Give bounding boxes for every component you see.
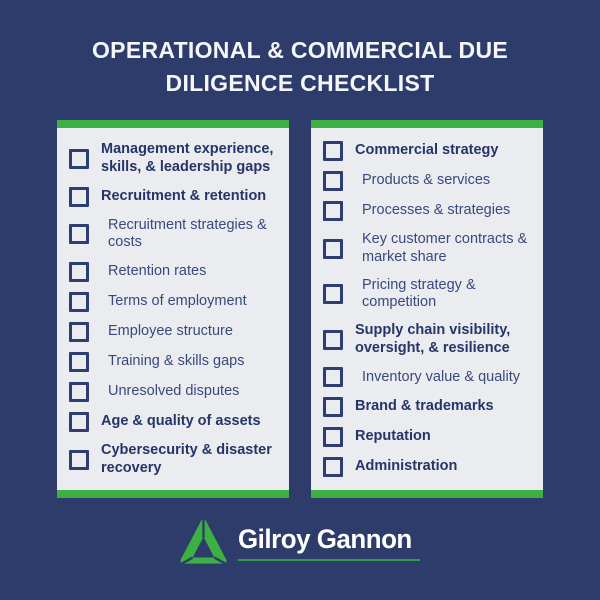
brand-footer	[180, 519, 419, 566]
checklist-item-label: Management experience, skills, & leadership gaps	[101, 141, 274, 175]
checklist-item-label: Recruitment strategies & costs	[108, 216, 267, 251]
card-accent-bar-bottom	[57, 490, 289, 498]
checklist-item	[323, 141, 533, 161]
checklist-item	[69, 412, 279, 432]
checkbox[interactable]	[69, 382, 89, 402]
checkbox[interactable]	[69, 187, 89, 207]
checkbox[interactable]	[69, 292, 89, 312]
checklist-operational	[57, 128, 289, 490]
checklist-item-label: Unresolved disputes	[108, 383, 240, 400]
card-accent-bar-bottom	[311, 490, 543, 498]
checkbox[interactable]	[69, 149, 89, 169]
checkbox[interactable]	[69, 450, 89, 470]
checkbox[interactable]	[323, 201, 343, 221]
checklist-item	[323, 367, 533, 387]
checklist-item	[323, 457, 533, 477]
checklist-item-label: Pricing strategy & competition	[362, 276, 476, 311]
checklist-item	[323, 427, 533, 447]
checklist-item-label: Administration	[355, 458, 458, 475]
card-accent-bar-top	[57, 120, 289, 128]
checklist-item	[69, 352, 279, 372]
checklist-item-label: Training & skills gaps	[108, 353, 245, 370]
checklist-item-label: Cybersecurity & disaster recovery	[101, 441, 272, 476]
checkbox[interactable]	[323, 427, 343, 447]
card-accent-bar-top	[311, 120, 543, 128]
checklist-item	[323, 322, 533, 357]
checkbox[interactable]	[323, 284, 343, 304]
checklist-item-label: Supply chain visibility, oversight, & resilience	[355, 321, 511, 356]
checklist-item	[323, 231, 533, 266]
checklist-item	[323, 171, 533, 191]
checkbox[interactable]	[69, 322, 89, 342]
checklist-item	[69, 141, 279, 176]
checkbox[interactable]	[69, 352, 89, 372]
checklist-item	[323, 201, 533, 221]
checklist-item	[69, 217, 279, 252]
checklist-item	[323, 397, 533, 417]
checkbox[interactable]	[323, 330, 343, 350]
checklist-item	[69, 187, 279, 207]
checklist-item-label: Commercial strategy	[355, 142, 499, 159]
checkbox[interactable]	[323, 397, 343, 417]
checklist-item-label: Products & services	[362, 172, 491, 189]
checkbox[interactable]	[323, 367, 343, 387]
checklist-card-operational	[57, 120, 289, 498]
page-title: OPERATIONAL & COMMERCIAL DUE DILIGENCE CHECKLIST	[91, 37, 509, 96]
checklist-item-label: Age & quality of assets	[101, 413, 261, 430]
checklist-item-label: Employee structure	[108, 323, 233, 340]
checklist-item	[69, 292, 279, 312]
brand-name: Gilroy Gannon	[238, 523, 413, 554]
checkbox[interactable]	[323, 171, 343, 191]
checklist-item-label: Processes & strategies	[362, 202, 511, 219]
checkbox[interactable]	[323, 239, 343, 259]
checklist-item	[69, 262, 279, 282]
checklist-item	[69, 382, 279, 402]
checklist-item	[69, 322, 279, 342]
checklist-item	[323, 277, 533, 312]
gilroy-gannon-logo-icon	[180, 519, 227, 566]
checklist-item-label: Reputation	[355, 428, 431, 445]
checklist-cards	[57, 120, 543, 498]
checklist-item-label: Retention rates	[108, 263, 207, 280]
brand-underline	[238, 559, 419, 561]
checklist-item-label: Recruitment & retention	[101, 187, 267, 204]
checklist-item-label: Key customer contracts & market share	[362, 231, 528, 265]
checklist-card-commercial	[311, 120, 543, 498]
checkbox[interactable]	[69, 412, 89, 432]
checklist-item	[69, 442, 279, 477]
checklist-item-label: Brand & trademarks	[355, 398, 494, 415]
brand-text-wrap	[238, 525, 419, 561]
checklist-item-label: Terms of employment	[108, 293, 247, 310]
checkbox[interactable]	[69, 224, 89, 244]
checklist-item-label: Inventory value & quality	[362, 368, 520, 385]
checkbox[interactable]	[69, 262, 89, 282]
checkbox[interactable]	[323, 141, 343, 161]
checklist-commercial	[311, 128, 543, 490]
checkbox[interactable]	[323, 457, 343, 477]
